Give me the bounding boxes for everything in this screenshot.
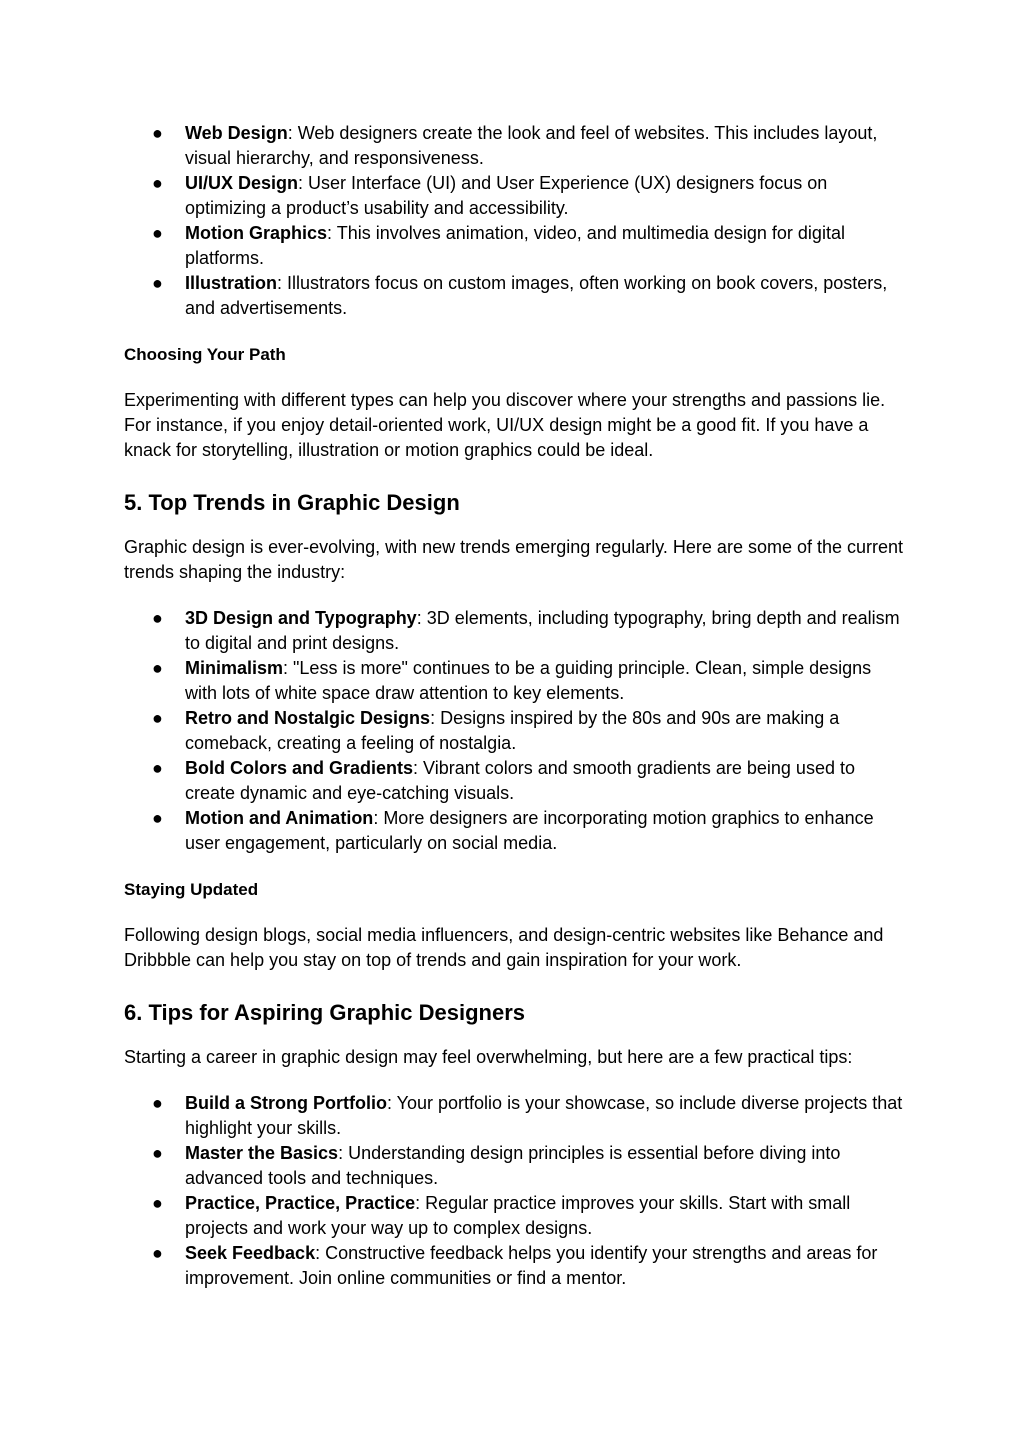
bullet-icon: ● (152, 1243, 163, 1263)
list-item-text: : Illustrators focus on custom images, often working on book covers, posters, and advertisements. (185, 273, 888, 318)
list-item (124, 1241, 904, 1291)
list-item-text: : This involves animation, video, and multimedia design for digital platforms. (185, 223, 845, 268)
list-item-term: Retro and Nostalgic Designs (185, 708, 431, 728)
bullet-icon: ● (152, 658, 163, 678)
list-item-text: : Understanding design principles is essential before diving into advanced tools and techniques. (185, 1143, 841, 1188)
section-5-heading: 5. Top Trends in Graphic Design (124, 490, 460, 515)
list-item-term: Motion and Animation (185, 808, 374, 828)
bullet-icon: ● (152, 708, 163, 728)
list-item (124, 806, 904, 856)
section-6-heading: 6. Tips for Aspiring Graphic Designers (124, 1000, 525, 1025)
list-item-term: Seek Feedback (185, 1243, 316, 1263)
list-item-text: : User Interface (UI) and User Experience (UX) designers focus on optimizing a product’s usability and accessibility. (185, 173, 828, 218)
list-item-term: Bold Colors and Gradients (185, 758, 414, 778)
list-item-term: Build a Strong Portfolio (185, 1093, 387, 1113)
choosing-path-paragraph: Experimenting with different types can help you discover where your strengths and passions lie. For instance, if you enjoy detail-oriented work, UI/UX design might be a good fit. If you have a knack for storytelling, illustration or motion graphics could be ideal. (124, 390, 886, 460)
list-item-term: Illustration (185, 273, 278, 293)
list-item-term: Web Design (185, 123, 288, 143)
list-item-text: : "Less is more" continues to be a guiding principle. Clean, simple designs with lots of white space draw attention to key elements. (185, 658, 872, 703)
list-item-text: : Web designers create the look and feel of websites. This includes layout, visual hierarchy, and responsiveness. (185, 123, 878, 168)
list-item (124, 656, 904, 706)
list-item (124, 756, 904, 806)
list-item-text: : Vibrant colors and smooth gradients are being used to create dynamic and eye-catching visuals. (185, 758, 855, 803)
list-item-text: : Your portfolio is your showcase, so include diverse projects that highlight your skills. (185, 1093, 903, 1138)
list-item (124, 121, 904, 171)
bullet-icon: ● (152, 1093, 163, 1113)
trends-list (124, 606, 904, 856)
bullet-icon: ● (152, 223, 163, 243)
list-item-text: : More designers are incorporating motion graphics to enhance user engagement, particularly on social media. (185, 808, 874, 853)
section-5-intro: Graphic design is ever-evolving, with new trends emerging regularly. Here are some of the current trends shaping the industry: (124, 537, 904, 582)
list-item-term: Master the Basics (185, 1143, 339, 1163)
list-item-term: 3D Design and Typography (185, 608, 417, 628)
bullet-icon: ● (152, 1193, 163, 1213)
staying-updated-paragraph: Following design blogs, social media influencers, and design-centric websites like Behance and Dribbble can help you stay on top of trends and gain inspiration for your work. (124, 925, 884, 970)
list-item (124, 171, 904, 221)
list-item (124, 271, 904, 321)
list-item (124, 706, 904, 756)
list-item (124, 1191, 904, 1241)
list-item (124, 1141, 904, 1191)
bullet-icon: ● (152, 1143, 163, 1163)
list-item-term: Motion Graphics (185, 223, 328, 243)
section-6-intro: Starting a career in graphic design may feel overwhelming, but here are a few practical tips: (124, 1047, 853, 1067)
tips-list (124, 1091, 904, 1291)
staying-updated-subheading: Staying Updated (124, 880, 259, 899)
list-item-term: UI/UX Design (185, 173, 299, 193)
list-item (124, 1091, 904, 1141)
bullet-icon: ● (152, 808, 163, 828)
list-item-text: : Regular practice improves your skills. Start with small projects and work your way up to complex designs. (185, 1193, 851, 1238)
list-item-term: Minimalism (185, 658, 284, 678)
list-item-text: : 3D elements, including typography, bring depth and realism to digital and print designs. (185, 608, 900, 653)
design-types-list (124, 121, 904, 321)
bullet-icon: ● (152, 123, 163, 143)
bullet-icon: ● (152, 608, 163, 628)
document-page (124, 121, 904, 1291)
bullet-icon: ● (152, 173, 163, 193)
list-item (124, 606, 904, 656)
list-item-term: Practice, Practice, Practice (185, 1193, 416, 1213)
bullet-icon: ● (152, 273, 163, 293)
list-item-text: : Designs inspired by the 80s and 90s are making a comeback, creating a feeling of nostalgia. (185, 708, 840, 753)
list-item-text: : Constructive feedback helps you identify your strengths and areas for improvement. Join online communities or find a mentor. (185, 1243, 878, 1288)
list-item (124, 221, 904, 271)
bullet-icon: ● (152, 758, 163, 778)
choosing-path-subheading: Choosing Your Path (124, 345, 286, 364)
